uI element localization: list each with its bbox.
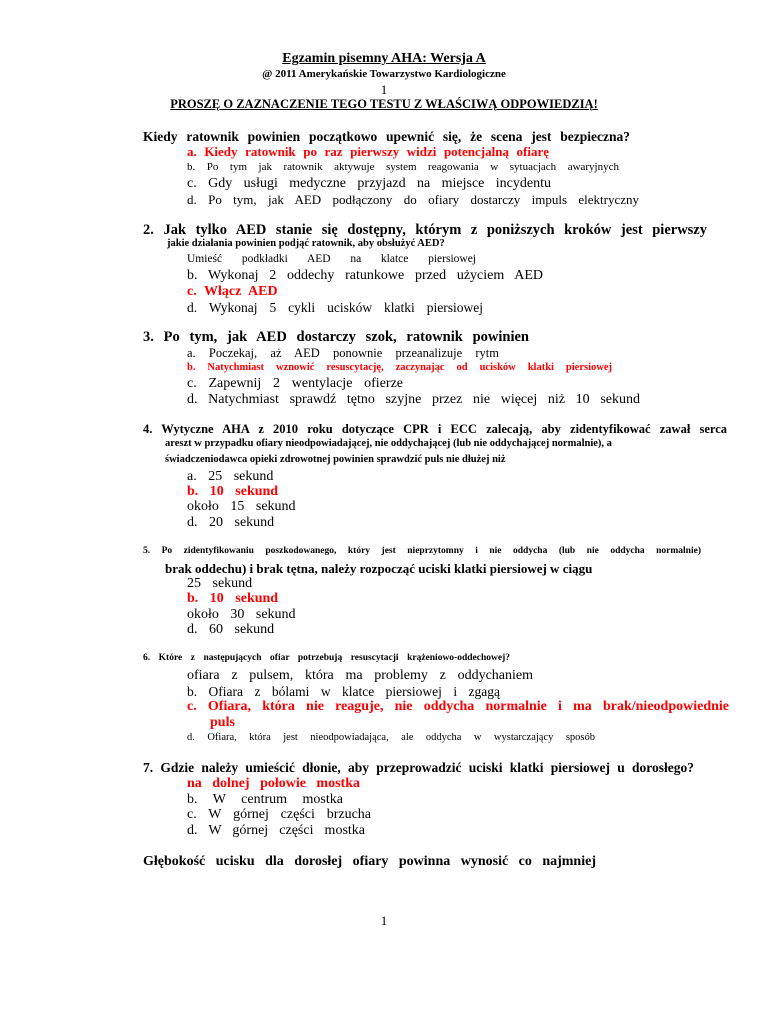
document-title: Egzamin pisemny AHA: Wersja A xyxy=(282,51,486,66)
question-4-text-cont-1: areszt w przypadku ofiary nieodpowiadającej, nie oddychającej (lub nie oddychającej normalnie), a xyxy=(165,438,612,449)
question-7-answer-b: b. W centrum mostka xyxy=(187,792,343,807)
question-4-text-cont-2: świadczeniodawca opieki zdrowotnej powinien sprawdzić puls nie dłużej niż xyxy=(165,454,506,465)
question-1-answer-a: a. Kiedy ratownik po raz pierwszy widzi potencjalną ofiarę xyxy=(187,144,549,159)
question-7-answer-a: na dolnej połowie mostka xyxy=(187,776,360,791)
question-5-text-cont: brak oddechu) i brak tętna, należy rozpocząć uciski klatki piersiowej w ciągu xyxy=(165,561,593,576)
question-4-answer-c: około 15 sekund xyxy=(187,499,296,514)
question-6-answer-d: d. Ofiara, która jest nieodpowiadająca, ale oddycha w wystarczający sposób xyxy=(187,732,595,743)
question-1-text: Kiedy ratownik powinien początkowo upewnić się, że scena jest bezpieczna? xyxy=(143,129,630,144)
question-4-answer-a: a. 25 sekund xyxy=(187,469,274,484)
page-number-footer: 1 xyxy=(380,913,388,928)
question-6-answer-b: b. Ofiara z bólami w klatce piersiowej i zgagą xyxy=(187,684,500,699)
question-5-answer-c: około 30 sekund xyxy=(187,607,296,622)
question-3-text: 3. Po tym, jak AED dostarczy szok, ratownik powinien xyxy=(143,329,529,345)
question-7-text: 7. Gdzie należy umieścić dłonie, aby przeprowadzić uciski klatki piersiowej u dorosłego? xyxy=(143,760,694,775)
question-2-text-cont: jakie działania powinien podjąć ratownik, aby obsłużyć AED? xyxy=(167,238,445,249)
question-6-text: 6. Które z następujących ofiar potrzebują resuscytacji krążeniowo-oddechowej? xyxy=(143,653,510,663)
page-number-top: 1 xyxy=(380,82,388,97)
question-8-text: Głębokość ucisku dla dorosłej ofiary powinna wynosić co najmniej xyxy=(143,854,596,869)
instruction-heading: PROSZĘ O ZAZNACZENIE TEGO TESTU Z WŁAŚCIWĄ ODPOWIEDZIĄ! xyxy=(170,97,598,111)
question-3-answer-b: b. Natychmiast wznowić resuscytację, zaczynając od ucisków klatki piersiowej xyxy=(187,362,612,373)
question-5-text: 5. Po zidentyfikowaniu poszkodowanego, który jest nieprzytomny i nie oddycha (lub nie oddycha normalnie) xyxy=(143,546,701,556)
question-3-answer-c: c. Zapewnij 2 wentylacje ofierze xyxy=(187,376,403,391)
question-4-answer-b: b. 10 sekund xyxy=(187,484,279,499)
question-4-answer-d: d. 20 sekund xyxy=(187,515,275,530)
question-6-answer-c-cont: puls xyxy=(210,715,235,730)
question-1-answer-b: b. Po tym jak ratownik aktywuje system reagowania w sytuacjach awaryjnych xyxy=(187,161,619,173)
question-3-answer-d: d. Natychmiast sprawdź tętno szyjne przez nie więcej niż 10 sekund xyxy=(187,392,640,407)
question-2-answer-a: Umieść podkładki AED na klatce piersiowej xyxy=(187,253,476,265)
question-3-answer-a: a. Poczekaj, aż AED ponownie przeanalizuje rytm xyxy=(187,346,499,360)
question-7-answer-c: c. W górnej części brzucha xyxy=(187,807,371,822)
question-1-answer-d: d. Po tym, jak AED podłączony do ofiary dostarczy impuls elektryczny xyxy=(187,192,639,207)
question-5-answer-a: 25 sekund xyxy=(187,576,253,591)
question-2-answer-d: d. Wykonaj 5 cykli ucisków klatki piersiowej xyxy=(187,300,483,315)
question-7-answer-d: d. W górnej części mostka xyxy=(187,823,365,838)
question-4-text: 4. Wytyczne AHA z 2010 roku dotyczące CPR i ECC zalecają, aby zidentyfikować zawał serca xyxy=(143,422,727,436)
question-2-text: 2. Jak tylko AED stanie się dostępny, którym z poniższych kroków jest pierwszy xyxy=(143,222,707,238)
question-5-answer-b: b. 10 sekund xyxy=(187,591,279,606)
question-2-answer-b: b. Wykonaj 2 oddechy ratunkowe przed użyciem AED xyxy=(187,268,543,283)
document-subtitle: @ 2011 Amerykańskie Towarzystwo Kardiologiczne xyxy=(262,68,506,80)
question-6-answer-c: c. Ofiara, która nie reaguje, nie oddycha normalnie i ma brak/nieodpowiednie xyxy=(187,699,729,714)
question-2-answer-c: c. Włącz AED xyxy=(187,284,278,299)
question-6-answer-a: ofiara z pulsem, która ma problemy z oddychaniem xyxy=(187,668,533,683)
question-1-answer-c: c. Gdy usługi medyczne przyjazd na miejsce incydentu xyxy=(187,176,551,191)
question-5-answer-d: d. 60 sekund xyxy=(187,622,275,637)
